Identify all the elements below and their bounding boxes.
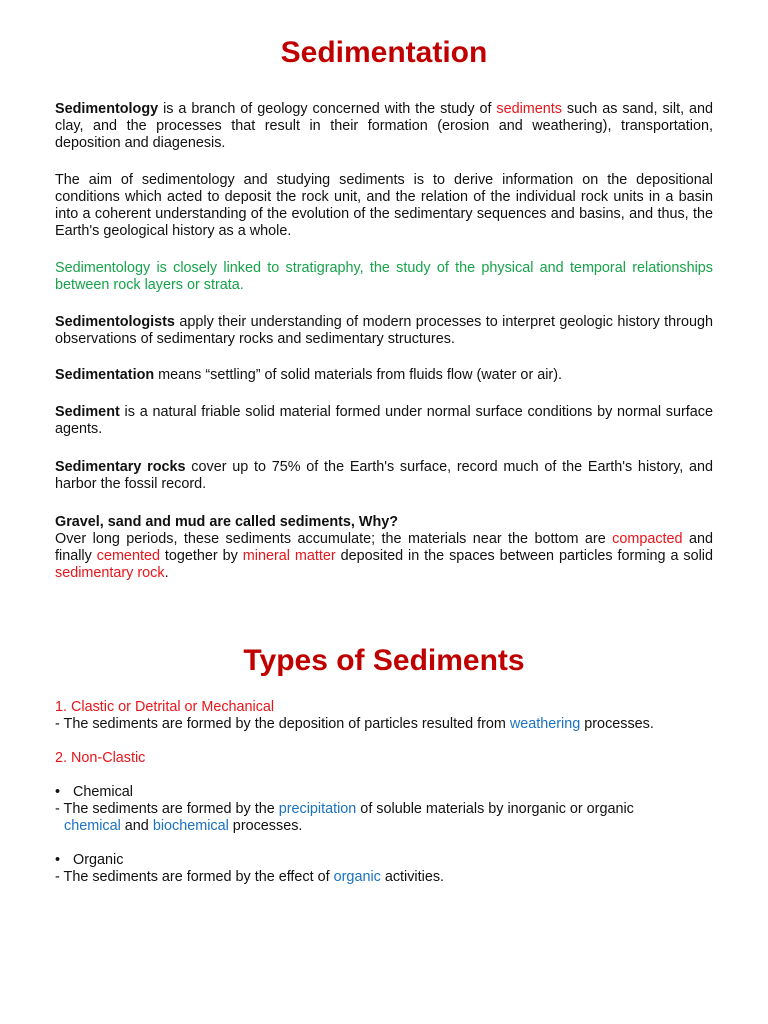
bullet-icon: • xyxy=(55,852,61,868)
text: together by xyxy=(159,548,243,564)
text: apply their understanding of modern processes to interpret geologic history through observations of sedimentary rocks and sedimentary structures. xyxy=(55,314,713,347)
text: - The sediments are formed by the effect of xyxy=(55,869,334,885)
text: processes. xyxy=(228,818,303,834)
page-title: Sedimentation xyxy=(280,36,488,69)
paragraph-sedimentation-meaning xyxy=(55,367,713,384)
term-sedimentation: Sedimentation xyxy=(55,367,155,383)
highlight-precipitation: precipitation xyxy=(278,801,357,817)
highlight-chemical: chemical xyxy=(64,818,121,834)
text: - The sediments are formed by the xyxy=(55,801,279,817)
chemical-description xyxy=(55,801,713,835)
text: processes. xyxy=(580,716,654,732)
chemical-description-line2 xyxy=(55,818,713,835)
paragraph-sedimentology-definition xyxy=(55,101,713,152)
paragraph-sediment-definition xyxy=(55,404,713,438)
type1-heading: 1. Clastic or Detrital or Mechanical xyxy=(55,699,275,715)
paragraph-sedimentary-rocks xyxy=(55,459,713,493)
bullet-label-chemical: Chemical xyxy=(73,784,133,800)
paragraph-aim: The aim of sedimentology and studying sediments is to derive information on the depositional conditions which acted to deposit the rock unit, and the relation of the individual rock units in a basin into a coherent understanding of the evolution of the sedimentary sequences and basins, and thus, the Earth's geological history as a whole. xyxy=(55,172,713,239)
bullet-organic xyxy=(55,852,123,869)
text: Over long periods, these sediments accumulate; the materials near the bottom are xyxy=(55,531,613,547)
type2-heading: 2. Non-Clastic xyxy=(55,750,146,766)
text: and finally xyxy=(55,531,713,564)
text: deposited in the spaces between particles forming a solid xyxy=(335,548,714,564)
organic-description xyxy=(55,869,713,886)
text: . xyxy=(164,565,169,581)
text: is a branch of geology concerned with the study of xyxy=(158,101,497,117)
highlight-sedimentary-rock: sedimentary rock xyxy=(55,565,165,581)
text: means “settling” of solid materials from fluids flow (water or air). xyxy=(154,367,563,383)
bullet-icon: • xyxy=(55,784,61,800)
paragraph-sedimentologists xyxy=(55,314,713,348)
question-heading: Gravel, sand and mud are called sediments, Why? xyxy=(55,514,399,530)
text: and xyxy=(120,818,153,834)
term-sedimentology: Sedimentology xyxy=(55,101,159,117)
bullet-chemical xyxy=(55,784,133,801)
term-sedimentary-rocks: Sedimentary rocks xyxy=(55,459,186,475)
text: is a natural friable solid material formed under normal surface conditions by normal surface agents. xyxy=(55,404,713,437)
bullet-label-organic: Organic xyxy=(73,852,124,868)
paragraph-why-sediments xyxy=(55,531,713,582)
highlight-organic: organic xyxy=(333,869,381,885)
highlight-biochemical: biochemical xyxy=(152,818,229,834)
highlight-mineral-matter: mineral matter xyxy=(242,548,336,564)
text: activities. xyxy=(380,869,445,885)
highlight-sediments: sediments xyxy=(496,101,562,117)
section-title-types: Types of Sediments xyxy=(243,644,525,677)
text: - The sediments are formed by the deposition of particles resulted from xyxy=(55,716,510,732)
text: cover up to 75% of the Earth's surface, record much of the Earth's history, and harbor the fossil record. xyxy=(55,459,714,492)
paragraph-stratigraphy-link: Sedimentology is closely linked to stratigraphy, the study of the physical and temporal relationships between rock layers or strata. xyxy=(55,260,713,293)
term-sedimentologists: Sedimentologists xyxy=(55,314,175,330)
highlight-cemented: cemented xyxy=(96,548,160,564)
highlight-weathering: weathering xyxy=(509,716,581,732)
text: of soluble materials by inorganic or organic xyxy=(356,801,634,817)
term-sediment: Sediment xyxy=(55,404,120,420)
highlight-compacted: compacted xyxy=(612,531,683,547)
text: such as sand, silt, and clay, and the processes that result in their formation (erosion and weathering), transportation, deposition and diagenesis. xyxy=(55,101,714,151)
type1-description xyxy=(55,716,713,733)
